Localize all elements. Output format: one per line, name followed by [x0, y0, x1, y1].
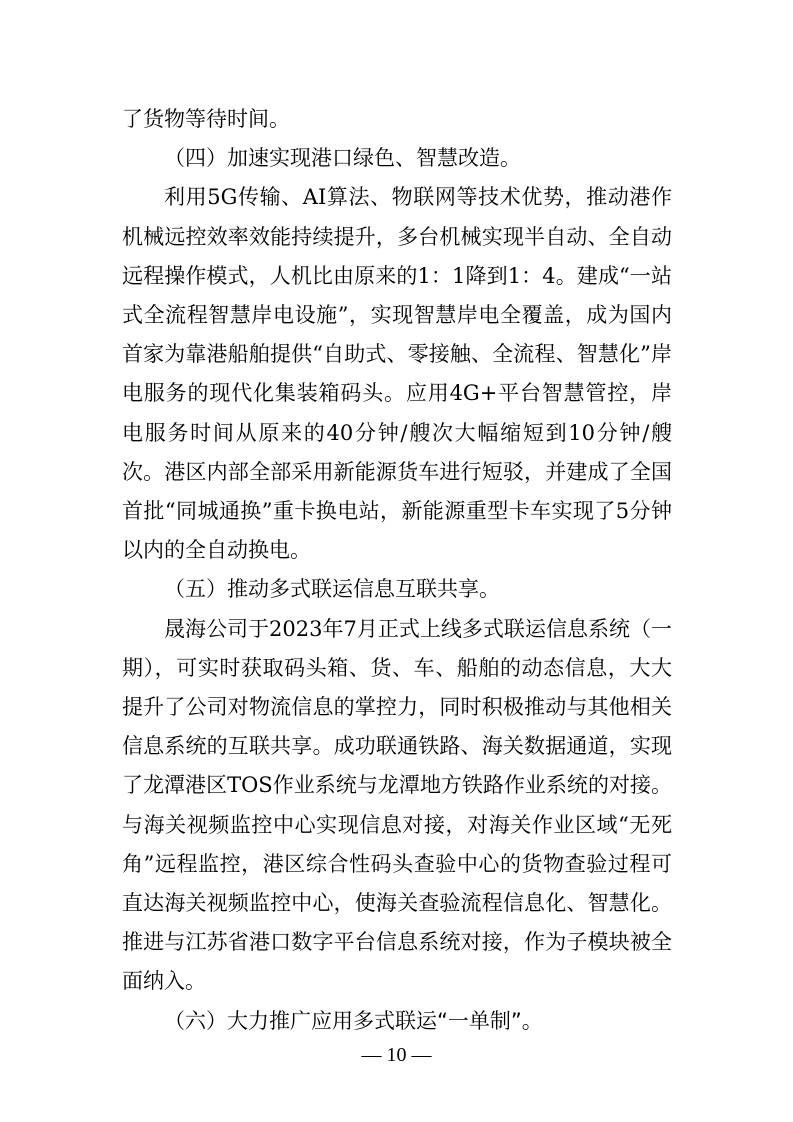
section-heading-6: （六）大力推广应用多式联运“一单制”。 [164, 1008, 543, 1033]
document-body [122, 100, 672, 1041]
paragraph-multimodal-info: 晟海公司于2023年7月正式上线多式联运信息系统（一期），可实时获取码头箱、货、车、船舶的动态信息，大大提升了公司对物流信息的掌控力，同时积极推动与其他相关信息系统的互联共享。成功联通铁路、海关数据通道，实现了龙潭港区TOS作业系统与龙潭地方铁路作业系统的对接。与海关视频监控中心实现信息对接，对海关作业区域“无死角”远程监控，港区综合性码头查验中心的货物查验过程可直达海关视频监控中心，使海关查验流程信息化、智慧化。推进与江苏省港口数字平台信息系统对接，作为子模块被全面纳入。 [122, 616, 672, 994]
paragraph-continuation: 了货物等待时间。 [122, 107, 290, 131]
section-heading-5: （五）推动多式联运信息互联共享。 [164, 577, 500, 602]
section-heading-4: （四）加速实现港口绿色、智慧改造。 [164, 146, 521, 171]
paragraph-green-smart-port: 利用5G传输、AI算法、物联网等技术优势，推动港作机械远控效率效能持续提升，多台机械实现半自动、全自动远程操作模式，人机比由原来的1：1降到1：4。建成“一站式全流程智慧岸电设施”，实现智慧岸电全覆盖，成为国内首家为靠港船舶提供“自助式、零接触、全流程、智慧化”岸电服务的现代化集装箱码头。应用4G+平台智慧管控，岸电服务时间从原来的40分钟/艘次大幅缩短到10分钟/艘次。港区内部全部采用新能源货车进行短驳，并建成了全国首批“同城通换”重卡换电站，新能源重型卡车实现了5分钟以内的全自动换电。 [122, 185, 672, 563]
page-number: — 10 — [361, 1044, 432, 1066]
